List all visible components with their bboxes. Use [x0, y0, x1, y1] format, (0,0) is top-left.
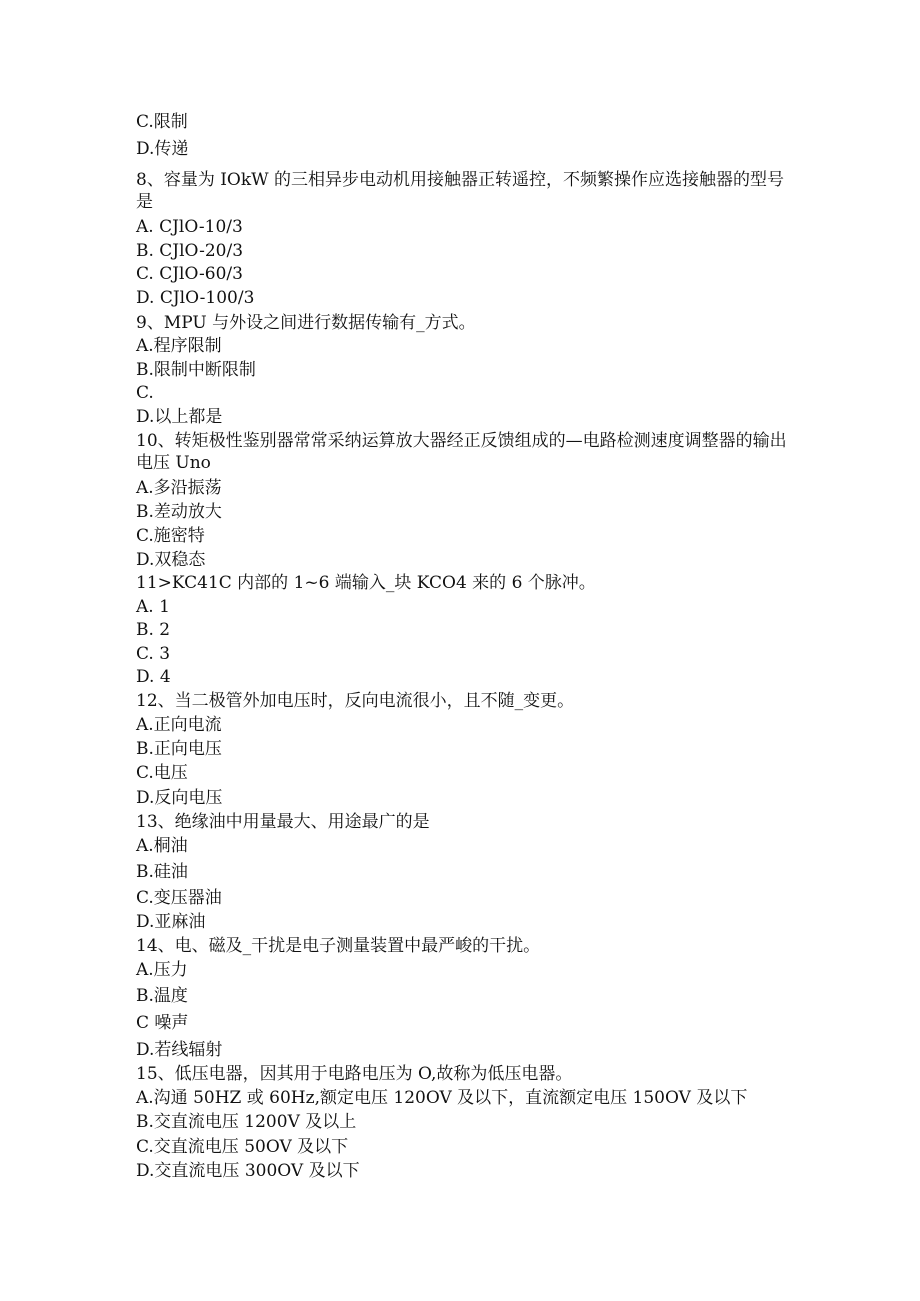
answer-option: A. 1: [136, 597, 170, 617]
question-13: 13、绝缘油中用量最大、用途最广的是: [136, 812, 430, 832]
answer-option: B.硅油: [136, 862, 188, 882]
question-8: 8、容量为 IOkW 的三相异步电动机用接触器正转遥控，不频繁操作应选接触器的型号是: [136, 170, 785, 212]
answer-option: A.多沿振荡: [136, 478, 222, 498]
question-10: 10、转矩极性鉴别器常常采纳运算放大器经正反馈组成的—电路检测速度调整器的输出电压 Uno: [136, 431, 787, 473]
answer-option: B.正向电压: [136, 739, 222, 759]
answer-option: B.差动放大: [136, 502, 222, 522]
answer-option: C. CJlO-60/3: [136, 264, 243, 284]
question-12: 12、当二极管外加电压时，反向电流很小，且不随_变更。: [136, 691, 575, 711]
answer-option: D. 4: [136, 667, 171, 687]
answer-option: C.变压器油: [136, 888, 222, 908]
answer-option: C.交直流电压 50OV 及以下: [136, 1137, 349, 1157]
answer-option: C.施密特: [136, 526, 205, 546]
answer-option: A.桐油: [136, 836, 188, 856]
answer-option: D.传递: [136, 139, 189, 159]
answer-option: B. CJlO-20/3: [136, 241, 244, 261]
answer-option: A.正向电流: [136, 715, 222, 735]
answer-option: C.: [136, 383, 154, 403]
question-14: 14、电、磁及_干扰是电子测量装置中最严峻的干扰。: [136, 936, 541, 956]
answer-option: B.温度: [136, 986, 188, 1006]
answer-option: D.以上都是: [136, 407, 223, 427]
answer-option: B. 2: [136, 620, 171, 640]
answer-option: C.限制: [136, 112, 188, 132]
answer-option: D.交直流电压 300OV 及以下: [136, 1161, 360, 1181]
answer-option: A.沟通 50HZ 或 60Hz,额定电压 120OV 及以下，直流额定电压 150OV 及以下: [136, 1088, 748, 1108]
question-15: 15、低压电器，因其用于电路电压为 O,故称为低压电器。: [136, 1064, 573, 1084]
answer-option: A.程序限制: [136, 336, 222, 356]
question-11: 11>KC41C 内部的 1~6 端输入_块 KCO4 来的 6 个脉冲。: [136, 573, 596, 593]
answer-option: D.反向电压: [136, 788, 223, 808]
answer-option: D.双稳态: [136, 550, 206, 570]
answer-option: A. CJlO-10/3: [136, 217, 243, 237]
answer-option: D.若线辐射: [136, 1040, 223, 1060]
answer-option: C. 3: [136, 644, 171, 664]
answer-option: D.亚麻油: [136, 912, 206, 932]
answer-option: C 噪声: [136, 1013, 189, 1033]
answer-option: C.电压: [136, 763, 188, 783]
answer-option: D. CJlO-100/3: [136, 288, 255, 308]
answer-option: A.压力: [136, 960, 188, 980]
question-9: 9、MPU 与外设之间进行数据传输有_方式。: [136, 313, 476, 333]
answer-option: B.交直流电压 1200V 及以上: [136, 1112, 357, 1132]
answer-option: B.限制中断限制: [136, 360, 256, 380]
